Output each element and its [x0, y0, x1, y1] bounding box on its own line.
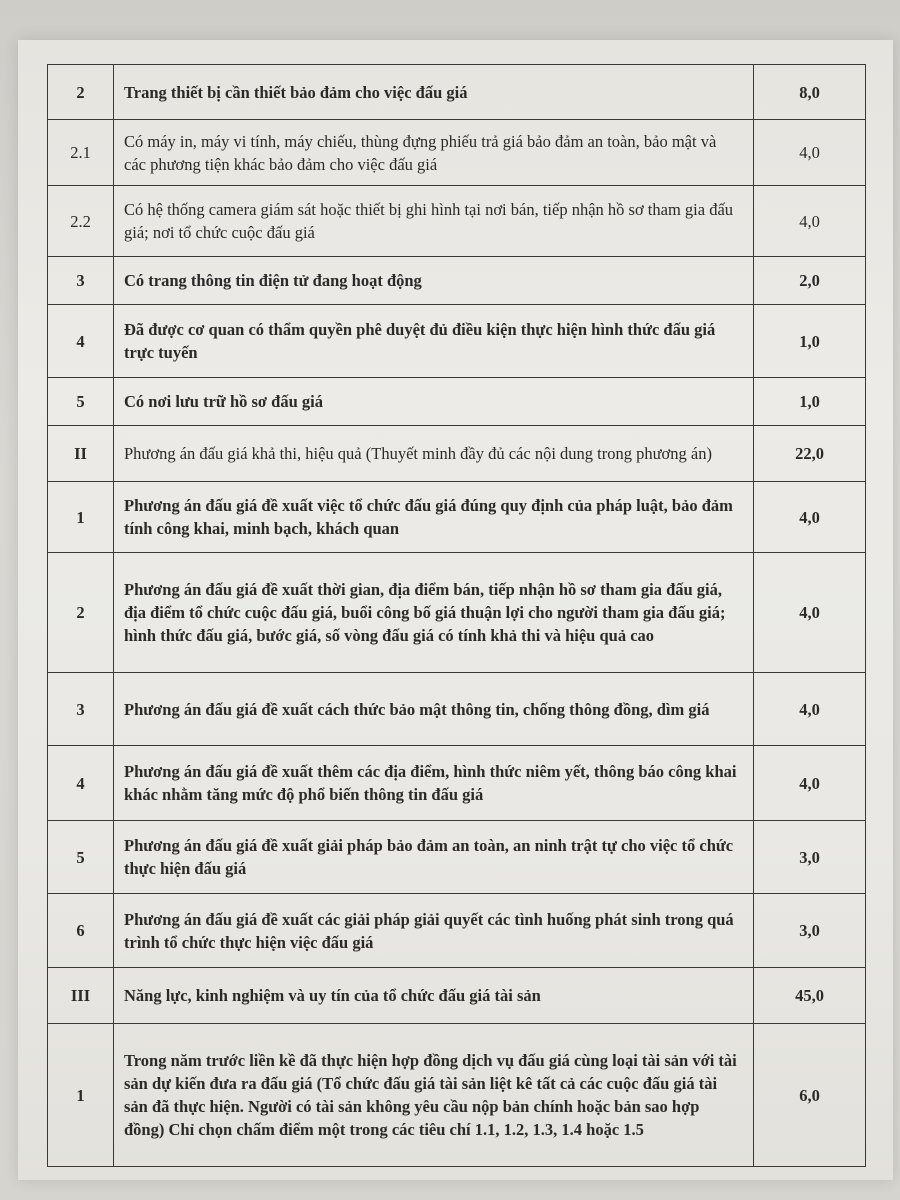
row-number: 2.2: [48, 186, 114, 257]
max-score: 1,0: [754, 378, 866, 426]
row-number: 5: [48, 821, 114, 894]
table-row: [48, 378, 866, 426]
table-row: [48, 65, 866, 120]
max-score: 4,0: [754, 673, 866, 746]
row-number: 3: [48, 673, 114, 746]
criterion-text: Trong năm trước liền kề đã thực hiện hợp đồng dịch vụ đấu giá cùng loại tài sản với tài sản dự kiến đưa ra đấu giá (Tổ chức đấu giá tài sản liệt kê tất cả các cuộc đấu giá tài sản đã thực hiện. Người có tài sản không yêu cầu nộp bản chính hoặc bản sao hợp đồng) Chỉ chọn chấm điểm một trong các tiêu chí 1.1, 1.2, 1.3, 1.4 hoặc 1.5: [114, 1024, 754, 1167]
max-score: 4,0: [754, 120, 866, 186]
table-row: [48, 257, 866, 305]
table-row: [48, 821, 866, 894]
row-number: III: [48, 968, 114, 1024]
criterion-text: Năng lực, kinh nghiệm và uy tín của tổ chức đấu giá tài sản: [114, 968, 754, 1024]
criterion-text: Có hệ thống camera giám sát hoặc thiết bị ghi hình tại nơi bán, tiếp nhận hồ sơ tham gia đấu giá; nơi tổ chức cuộc đấu giá: [114, 186, 754, 257]
table-row: [48, 968, 866, 1024]
criterion-text: Có nơi lưu trữ hồ sơ đấu giá: [114, 378, 754, 426]
row-number: 3: [48, 257, 114, 305]
row-number: 1: [48, 482, 114, 553]
table-row: [48, 746, 866, 821]
criterion-text: Có trang thông tin điện tử đang hoạt động: [114, 257, 754, 305]
max-score: 4,0: [754, 553, 866, 673]
criterion-text: Phương án đấu giá khả thi, hiệu quả (Thuyết minh đầy đủ các nội dung trong phương án): [114, 426, 754, 482]
max-score: 8,0: [754, 65, 866, 120]
max-score: 4,0: [754, 186, 866, 257]
table-row: [48, 305, 866, 378]
table-row: [48, 482, 866, 553]
criterion-text: Có máy in, máy vi tính, máy chiếu, thùng đựng phiếu trả giá bảo đảm an toàn, bảo mật và các phương tiện khác bảo đảm cho việc đấu giá: [114, 120, 754, 186]
row-number: 6: [48, 894, 114, 968]
table-row: [48, 120, 866, 186]
criterion-text: Phương án đấu giá đề xuất giải pháp bảo đảm an toàn, an ninh trật tự cho việc tổ chức thực hiện đấu giá: [114, 821, 754, 894]
criterion-text: Phương án đấu giá đề xuất thêm các địa điểm, hình thức niêm yết, thông báo công khai khác nhằm tăng mức độ phổ biến thông tin đấu giá: [114, 746, 754, 821]
max-score: 4,0: [754, 482, 866, 553]
criterion-text: Phương án đấu giá đề xuất cách thức bảo mật thông tin, chống thông đồng, dìm giá: [114, 673, 754, 746]
criterion-text: Trang thiết bị cần thiết bảo đảm cho việc đấu giá: [114, 65, 754, 120]
row-number: 4: [48, 305, 114, 378]
table-body: [48, 65, 866, 1167]
table-row: [48, 426, 866, 482]
table-row: [48, 894, 866, 968]
row-number: 4: [48, 746, 114, 821]
max-score: 45,0: [754, 968, 866, 1024]
criterion-text: Phương án đấu giá đề xuất thời gian, địa điểm bán, tiếp nhận hồ sơ tham gia đấu giá, địa điểm tổ chức cuộc đấu giá, buổi công bố giá thuận lợi cho người tham gia đấu giá; hình thức đấu giá, bước giá, số vòng đấu giá có tính khả thi và hiệu quả cao: [114, 553, 754, 673]
max-score: 22,0: [754, 426, 866, 482]
row-number: 1: [48, 1024, 114, 1167]
max-score: 3,0: [754, 821, 866, 894]
max-score: 1,0: [754, 305, 866, 378]
table-row: [48, 673, 866, 746]
max-score: 4,0: [754, 746, 866, 821]
criterion-text: Phương án đấu giá đề xuất việc tổ chức đấu giá đúng quy định của pháp luật, bảo đảm tính công khai, minh bạch, khách quan: [114, 482, 754, 553]
row-number: 2.1: [48, 120, 114, 186]
row-number: 2: [48, 553, 114, 673]
table-row: [48, 1024, 866, 1167]
criterion-text: Phương án đấu giá đề xuất các giải pháp giải quyết các tình huống phát sinh trong quá trình tổ chức thực hiện việc đấu giá: [114, 894, 754, 968]
max-score: 2,0: [754, 257, 866, 305]
row-number: 5: [48, 378, 114, 426]
row-number: 2: [48, 65, 114, 120]
max-score: 6,0: [754, 1024, 866, 1167]
criterion-text: Đã được cơ quan có thẩm quyền phê duyệt đủ điều kiện thực hiện hình thức đấu giá trực tuyến: [114, 305, 754, 378]
table-row: [48, 553, 866, 673]
max-score: 3,0: [754, 894, 866, 968]
table-row: [48, 186, 866, 257]
criteria-table: [47, 64, 866, 1167]
row-number: II: [48, 426, 114, 482]
